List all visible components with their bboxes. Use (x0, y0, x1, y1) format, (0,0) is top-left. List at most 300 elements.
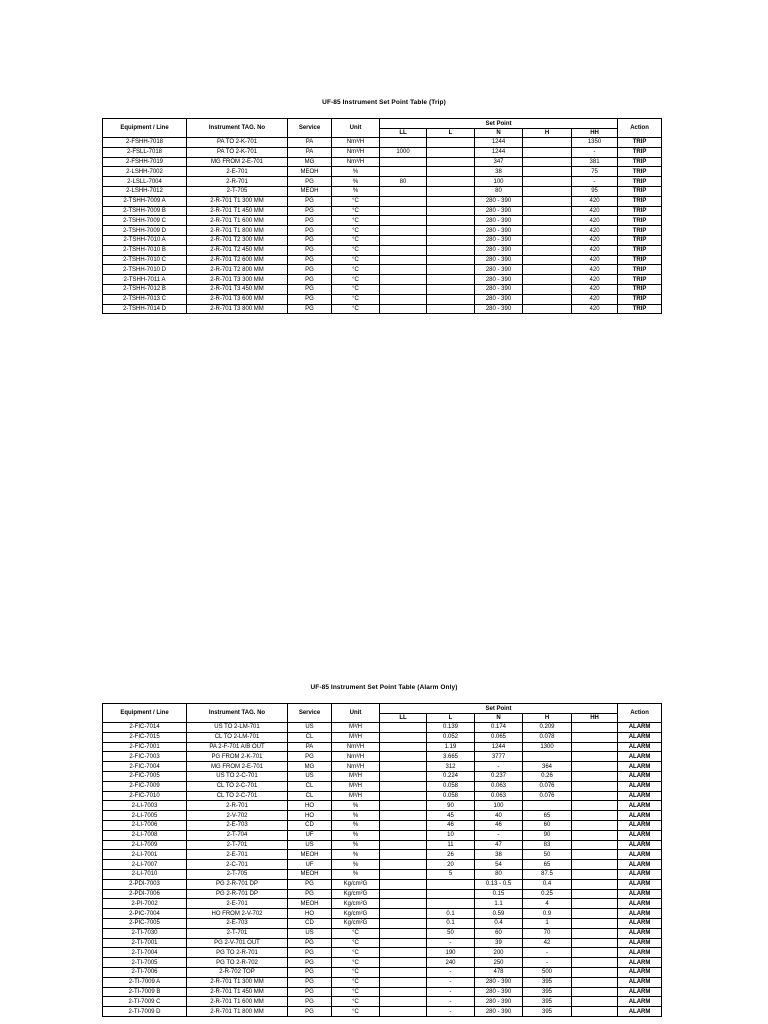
unit-cell: Nm³/H (332, 762, 380, 772)
action-cell: ALARM (618, 732, 662, 742)
n-cell: 80 (475, 186, 523, 196)
table-row (103, 723, 662, 733)
tag-cell: 2-R-701 T2 450 MM (187, 245, 288, 255)
hh-cell: 420 (572, 196, 618, 206)
tag-cell: 2-R-702 TOP (187, 967, 288, 977)
action-cell: TRIP (618, 167, 662, 177)
action-cell: TRIP (618, 186, 662, 196)
unit-cell: °C (332, 294, 380, 304)
header-tag: Instrument TAG. No (187, 119, 288, 138)
action-cell: ALARM (618, 899, 662, 909)
service-cell: PA (288, 138, 332, 148)
hh-cell: - (572, 147, 618, 157)
equipment-cell: 2-TI-7005 (103, 958, 187, 968)
h-cell: 65 (523, 860, 572, 870)
header-unit: Unit (332, 119, 380, 138)
ll-cell (380, 1007, 427, 1017)
n-cell: 347 (475, 157, 523, 167)
ll-cell (380, 235, 427, 245)
header-h: H (523, 714, 572, 723)
l-cell (427, 216, 475, 226)
hh-cell (572, 909, 618, 919)
n-cell: 280 - 390 (475, 226, 523, 236)
tag-cell: 2-R-701 (187, 801, 288, 811)
table-row (103, 1007, 662, 1017)
h-cell: 42 (523, 938, 572, 948)
equipment-cell: 2-FIC-7003 (103, 752, 187, 762)
service-cell: MEOH (288, 869, 332, 879)
tag-cell: 2-V-702 (187, 811, 288, 821)
tag-cell: CL TO 2-LM-701 (187, 732, 288, 742)
action-cell: ALARM (618, 723, 662, 733)
ll-cell (380, 167, 427, 177)
table-row (103, 909, 662, 919)
action-cell: TRIP (618, 245, 662, 255)
action-cell: ALARM (618, 752, 662, 762)
n-cell: 40 (475, 811, 523, 821)
service-cell: PG (288, 977, 332, 987)
service-cell: PG (288, 304, 332, 314)
table-row (103, 177, 662, 187)
l-cell (427, 226, 475, 236)
service-cell: PG (288, 987, 332, 997)
unit-cell: % (332, 869, 380, 879)
service-cell: PG (288, 216, 332, 226)
l-cell (427, 138, 475, 148)
h-cell (523, 186, 572, 196)
tag-cell: 2-R-701 T3 600 MM (187, 294, 288, 304)
ll-cell (380, 879, 427, 889)
unit-cell: % (332, 177, 380, 187)
n-cell: 0.063 (475, 781, 523, 791)
table-row (103, 186, 662, 196)
hh-cell (572, 762, 618, 772)
equipment-cell: 2-TSHH-7010 B (103, 245, 187, 255)
equipment-cell: 2-TSHH-7011 A (103, 275, 187, 285)
l-cell (427, 196, 475, 206)
unit-cell: °C (332, 997, 380, 1007)
n-cell: 0.4 (475, 918, 523, 928)
tag-cell: 2-R-701 T2 600 MM (187, 255, 288, 265)
hh-cell (572, 840, 618, 850)
h-cell (523, 147, 572, 157)
unit-cell: °C (332, 938, 380, 948)
n-cell: 280 - 390 (475, 235, 523, 245)
equipment-cell: 2-PI-7002 (103, 899, 187, 909)
equipment-cell: 2-PDI-7006 (103, 889, 187, 899)
unit-cell: % (332, 801, 380, 811)
h-cell (523, 284, 572, 294)
hh-cell (572, 899, 618, 909)
h-cell: 60 (523, 820, 572, 830)
header-l: L (427, 129, 475, 138)
equipment-cell: 2-TI-7006 (103, 967, 187, 977)
equipment-cell: 2-TSHH-7012 B (103, 284, 187, 294)
equipment-cell: 2-FIC-7014 (103, 723, 187, 733)
hh-cell: 420 (572, 275, 618, 285)
action-cell: ALARM (618, 820, 662, 830)
header-hh: HH (572, 714, 618, 723)
hh-cell: 420 (572, 226, 618, 236)
table-row (103, 997, 662, 1007)
n-cell: 280 - 390 (475, 255, 523, 265)
table-row (103, 235, 662, 245)
hh-cell: - (572, 177, 618, 187)
ll-cell (380, 781, 427, 791)
ll-cell (380, 752, 427, 762)
unit-cell: °C (332, 958, 380, 968)
hh-cell (572, 850, 618, 860)
h-cell (523, 294, 572, 304)
hh-cell: 420 (572, 245, 618, 255)
service-cell: MEOH (288, 167, 332, 177)
table-row (103, 860, 662, 870)
header-ll: LL (380, 714, 427, 723)
h-cell: 87.5 (523, 869, 572, 879)
l-cell: 46 (427, 820, 475, 830)
n-cell: 1244 (475, 147, 523, 157)
unit-cell: °C (332, 196, 380, 206)
tag-cell: PG TO 2-R-701 (187, 948, 288, 958)
h-cell (523, 275, 572, 285)
unit-cell: M³/H (332, 781, 380, 791)
action-cell: ALARM (618, 958, 662, 968)
h-cell: 364 (523, 762, 572, 772)
table-row (103, 752, 662, 762)
hh-cell (572, 938, 618, 948)
tag-cell: 2-R-701 T2 800 MM (187, 265, 288, 275)
header-equipment: Equipment / Line (103, 119, 187, 138)
l-cell: 0.058 (427, 781, 475, 791)
ll-cell (380, 811, 427, 821)
header-n: N (475, 714, 523, 723)
table-row (103, 245, 662, 255)
ll-cell (380, 255, 427, 265)
n-cell: 38 (475, 167, 523, 177)
action-cell: ALARM (618, 879, 662, 889)
ll-cell (380, 265, 427, 275)
action-cell: ALARM (618, 987, 662, 997)
tag-cell: 2-R-701 T1 300 MM (187, 977, 288, 987)
action-cell: ALARM (618, 928, 662, 938)
table-row (103, 781, 662, 791)
tag-cell: 2-E-703 (187, 820, 288, 830)
equipment-cell: 2-TI-7009 A (103, 977, 187, 987)
table-row (103, 938, 662, 948)
equipment-cell: 2-FIC-7005 (103, 771, 187, 781)
unit-cell: Nm³/H (332, 147, 380, 157)
service-cell: PG (288, 196, 332, 206)
ll-cell (380, 294, 427, 304)
unit-cell: °C (332, 275, 380, 285)
tag-cell: PA 2-F-701 A/B OUT (187, 742, 288, 752)
service-cell: MEOH (288, 850, 332, 860)
h-cell (523, 226, 572, 236)
l-cell: 0.139 (427, 723, 475, 733)
ll-cell (380, 723, 427, 733)
unit-cell: Nm³/H (332, 157, 380, 167)
action-cell: TRIP (618, 304, 662, 314)
ll-cell (380, 762, 427, 772)
unit-cell: °C (332, 284, 380, 294)
action-cell: ALARM (618, 742, 662, 752)
table-row (103, 830, 662, 840)
action-cell: TRIP (618, 275, 662, 285)
service-cell: US (288, 840, 332, 850)
tag-cell: 2-E-701 (187, 167, 288, 177)
hh-cell (572, 1007, 618, 1017)
l-cell (427, 235, 475, 245)
n-cell: 0.065 (475, 732, 523, 742)
tag-cell: PA TO 2-K-701 (187, 147, 288, 157)
ll-cell (380, 186, 427, 196)
hh-cell (572, 742, 618, 752)
hh-cell (572, 771, 618, 781)
equipment-cell: 2-PDI-7003 (103, 879, 187, 889)
service-cell: PG (288, 889, 332, 899)
alarm-table-body (103, 723, 662, 1017)
service-cell: CD (288, 918, 332, 928)
service-cell: PG (288, 1007, 332, 1017)
equipment-cell: 2-FIC-7001 (103, 742, 187, 752)
action-cell: ALARM (618, 801, 662, 811)
ll-cell (380, 791, 427, 801)
n-cell: 280 - 390 (475, 216, 523, 226)
action-cell: TRIP (618, 265, 662, 275)
tag-cell: PG 2-R-701 DP (187, 889, 288, 899)
service-cell: UF (288, 860, 332, 870)
service-cell: PG (288, 235, 332, 245)
hh-cell (572, 967, 618, 977)
trip-table-title: UF-85 Instrument Set Point Table (Trip) (322, 99, 446, 106)
service-cell: MEOH (288, 899, 332, 909)
h-cell: 1300 (523, 742, 572, 752)
hh-cell: 381 (572, 157, 618, 167)
service-cell: PG (288, 752, 332, 762)
tag-cell: 2-E-703 (187, 918, 288, 928)
ll-cell (380, 226, 427, 236)
ll-cell (380, 918, 427, 928)
unit-cell: Kg/cm²G (332, 879, 380, 889)
tag-cell: 2-R-701 T1 800 MM (187, 226, 288, 236)
unit-cell: % (332, 840, 380, 850)
h-cell (523, 216, 572, 226)
n-cell: - (475, 830, 523, 840)
n-cell: 39 (475, 938, 523, 948)
action-cell: TRIP (618, 138, 662, 148)
n-cell: 280 - 390 (475, 196, 523, 206)
l-cell: 240 (427, 958, 475, 968)
hh-cell (572, 879, 618, 889)
table-row (103, 762, 662, 772)
ll-cell (380, 216, 427, 226)
unit-cell: % (332, 167, 380, 177)
tag-cell: 2-R-701 T1 600 MM (187, 216, 288, 226)
hh-cell (572, 948, 618, 958)
equipment-cell: 2-FSLL-7018 (103, 147, 187, 157)
equipment-cell: 2-FIC-7009 (103, 781, 187, 791)
equipment-cell: 2-TI-7001 (103, 938, 187, 948)
ll-cell (380, 742, 427, 752)
equipment-cell: 2-TSHH-7009 A (103, 196, 187, 206)
unit-cell: °C (332, 977, 380, 987)
action-cell: ALARM (618, 850, 662, 860)
unit-cell: Nm³/H (332, 138, 380, 148)
ll-cell (380, 869, 427, 879)
header-equipment: Equipment / Line (103, 704, 187, 723)
n-cell: 1244 (475, 742, 523, 752)
table-row (103, 948, 662, 958)
l-cell: 0.052 (427, 732, 475, 742)
action-cell: ALARM (618, 997, 662, 1007)
h-cell (523, 157, 572, 167)
tag-cell: CL TO 2-C-701 (187, 781, 288, 791)
service-cell: US (288, 928, 332, 938)
unit-cell: °C (332, 928, 380, 938)
hh-cell: 420 (572, 294, 618, 304)
ll-cell (380, 850, 427, 860)
h-cell: 50 (523, 850, 572, 860)
table-row (103, 967, 662, 977)
l-cell (427, 899, 475, 909)
table-row (103, 771, 662, 781)
equipment-cell: 2-TSHH-7013 C (103, 294, 187, 304)
n-cell: 280 - 390 (475, 997, 523, 1007)
hh-cell (572, 830, 618, 840)
table-row (103, 850, 662, 860)
n-cell: 250 (475, 958, 523, 968)
n-cell: 280 - 390 (475, 294, 523, 304)
n-cell: 280 - 390 (475, 987, 523, 997)
action-cell: TRIP (618, 216, 662, 226)
hh-cell: 75 (572, 167, 618, 177)
service-cell: US (288, 771, 332, 781)
ll-cell (380, 284, 427, 294)
h-cell: 395 (523, 977, 572, 987)
action-cell: TRIP (618, 177, 662, 187)
service-cell: PG (288, 938, 332, 948)
n-cell: 100 (475, 177, 523, 187)
action-cell: TRIP (618, 255, 662, 265)
equipment-cell: 2-TI-7009 D (103, 1007, 187, 1017)
unit-cell: M³/H (332, 791, 380, 801)
l-cell: - (427, 1007, 475, 1017)
unit-cell: °C (332, 967, 380, 977)
tag-cell: PG 2-R-701 DP (187, 879, 288, 889)
action-cell: ALARM (618, 938, 662, 948)
equipment-cell: 2-TSHH-7010 A (103, 235, 187, 245)
table-row (103, 732, 662, 742)
h-cell (523, 752, 572, 762)
l-cell: 0.1 (427, 909, 475, 919)
hh-cell: 420 (572, 206, 618, 216)
l-cell (427, 147, 475, 157)
action-cell: ALARM (618, 967, 662, 977)
table-row (103, 138, 662, 148)
ll-cell (380, 206, 427, 216)
l-cell: 3.665 (427, 752, 475, 762)
table-row (103, 928, 662, 938)
equipment-cell: 2-FIC-7004 (103, 762, 187, 772)
l-cell: 0.058 (427, 791, 475, 801)
unit-cell: °C (332, 304, 380, 314)
ll-cell (380, 801, 427, 811)
n-cell: 80 (475, 869, 523, 879)
header-l: L (427, 714, 475, 723)
n-cell: 280 - 390 (475, 284, 523, 294)
l-cell: - (427, 977, 475, 987)
tag-cell: US TO 2-LM-701 (187, 723, 288, 733)
hh-cell: 420 (572, 284, 618, 294)
unit-cell: Nm³/H (332, 752, 380, 762)
ll-cell (380, 840, 427, 850)
n-cell: 60 (475, 928, 523, 938)
equipment-cell: 2-LI-7009 (103, 840, 187, 850)
unit-cell: °C (332, 235, 380, 245)
l-cell (427, 889, 475, 899)
l-cell: 1.19 (427, 742, 475, 752)
n-cell: 0.15 (475, 889, 523, 899)
header-hh: HH (572, 129, 618, 138)
service-cell: PG (288, 284, 332, 294)
unit-cell: °C (332, 987, 380, 997)
tag-cell: 2-C-701 (187, 860, 288, 870)
header-n: N (475, 129, 523, 138)
equipment-cell: 2-TSHH-7009 C (103, 216, 187, 226)
h-cell: 0.9 (523, 909, 572, 919)
hh-cell (572, 977, 618, 987)
ll-cell (380, 820, 427, 830)
h-cell: 0.26 (523, 771, 572, 781)
header-ll: LL (380, 129, 427, 138)
hh-cell (572, 869, 618, 879)
table-row (103, 801, 662, 811)
tag-cell: PG FROM 2-K-701 (187, 752, 288, 762)
l-cell (427, 275, 475, 285)
n-cell: 280 - 390 (475, 265, 523, 275)
service-cell: CL (288, 781, 332, 791)
l-cell (427, 206, 475, 216)
h-cell (523, 235, 572, 245)
table-row (103, 147, 662, 157)
unit-cell: °C (332, 216, 380, 226)
action-cell: ALARM (618, 1007, 662, 1017)
tag-cell: PG TO 2-R-702 (187, 958, 288, 968)
l-cell: 90 (427, 801, 475, 811)
service-cell: HO (288, 909, 332, 919)
header-service: Service (288, 119, 332, 138)
service-cell: CL (288, 732, 332, 742)
service-cell: PG (288, 245, 332, 255)
equipment-cell: 2-LI-7005 (103, 811, 187, 821)
ll-cell (380, 157, 427, 167)
table-row (103, 869, 662, 879)
equipment-cell: 2-PIC-7005 (103, 918, 187, 928)
ll-cell (380, 771, 427, 781)
h-cell: 0.4 (523, 879, 572, 889)
h-cell (523, 245, 572, 255)
table-row (103, 206, 662, 216)
action-cell: ALARM (618, 771, 662, 781)
n-cell: 100 (475, 801, 523, 811)
ll-cell: 1000 (380, 147, 427, 157)
tag-cell: 2-R-701 T2 300 MM (187, 235, 288, 245)
table-row (103, 958, 662, 968)
unit-cell: Kg/cm²G (332, 899, 380, 909)
unit-cell: °C (332, 255, 380, 265)
action-cell: ALARM (618, 948, 662, 958)
n-cell: 280 - 390 (475, 1007, 523, 1017)
